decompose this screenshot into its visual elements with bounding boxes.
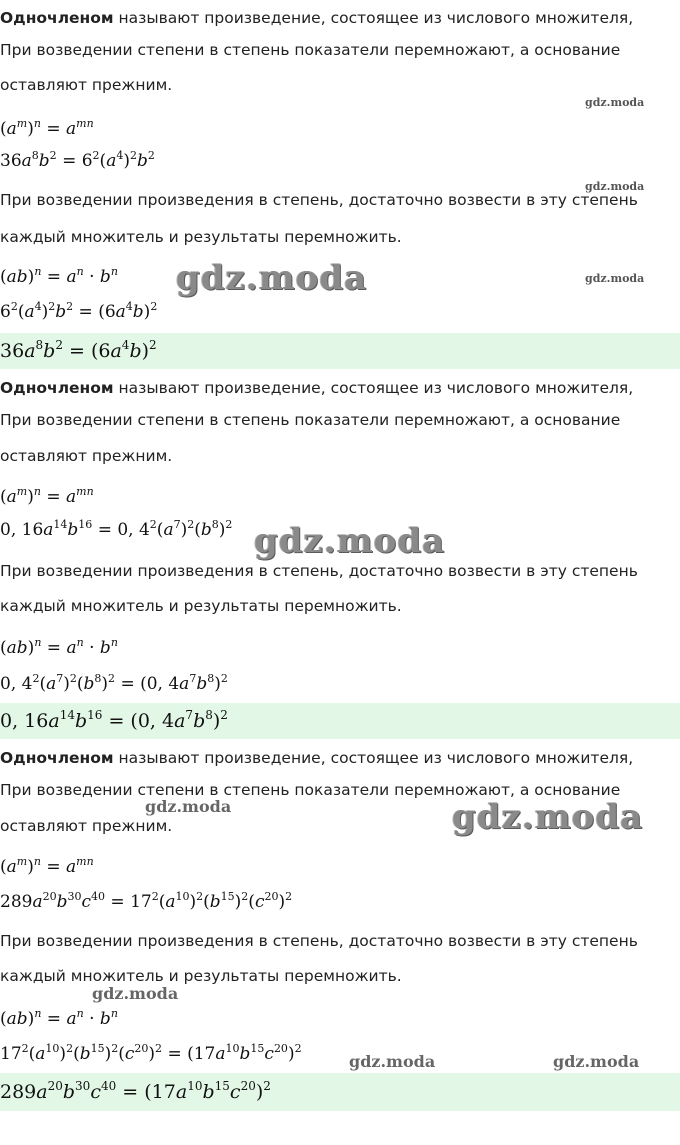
rule-power-line-1: При возведении степени в степень показатели перемножают, а основание	[0, 781, 621, 799]
formula-power-of-power: $(a^m)^n = a^{mn}$	[0, 485, 94, 507]
answer-row: $36a^8b^2 = (6a^4b)^2$	[0, 333, 680, 369]
formula-step-1: $289a^{20}b^{30}c^{40} = 17^2(a^{10})^2(b^{15})^2(c^{20})^2$	[0, 890, 293, 912]
watermark-small: gdz.moda	[585, 272, 645, 285]
formula-step-2: $6^2(a^4)^2b^2 = (6a^4b)^2$	[0, 300, 158, 322]
formula-step-1: $36a^8b^2 = 6^2(a^4)^2b^2$	[0, 149, 155, 171]
rule-power-line-1: При возведении степени в степень показатели перемножают, а основание	[0, 411, 621, 429]
formula-step-1: 0, $16a^{14}b^{16} = 0$, $4^2(a^7)^2(b^8)^2$	[0, 518, 233, 540]
watermark-medium: gdz.moda	[92, 984, 179, 1003]
rule-power-line-2: оставляют прежним.	[0, 447, 173, 465]
definition-text: называют произведение, состоящее из числового множителя,	[113, 9, 634, 27]
definition-line	[0, 378, 633, 398]
definition-text: называют произведение, состоящее из числового множителя,	[113, 379, 634, 397]
watermark-medium: gdz.moda	[145, 797, 232, 816]
rule-product-line-1: При возведении произведения в степень, достаточно возвести в эту степень	[0, 562, 638, 580]
watermark-large: gdz.moda	[452, 797, 644, 837]
formula-power-of-power: $(a^m)^n = a^{mn}$	[0, 855, 94, 877]
rule-power-line-2: оставляют прежним.	[0, 76, 173, 94]
definition-term: Одночленом	[0, 749, 114, 767]
answer-row: $289a^{20}b^{30}c^{40} = (17a^{10}b^{15}c^{20})^2$	[0, 1073, 680, 1111]
answer-row: 0, $16a^{14}b^{16} = (0$, $4a^7b^8)^2$	[0, 703, 680, 739]
watermark-medium: gdz.moda	[553, 1052, 640, 1071]
definition-line	[0, 8, 633, 28]
rule-product-line-2: каждый множитель и результаты перемножить.	[0, 597, 402, 615]
formula-step-2: $17^2(a^{10})^2(b^{15})^2(c^{20})^2 = (17a^{10}b^{15}c^{20})^2$	[0, 1042, 302, 1064]
watermark-medium: gdz.moda	[349, 1052, 436, 1071]
watermark-small: gdz.moda	[585, 180, 645, 193]
rule-product-line-2: каждый множитель и результаты перемножить.	[0, 228, 402, 246]
watermark-small: gdz.moda	[585, 96, 645, 109]
definition-text: называют произведение, состоящее из числового множителя,	[113, 749, 634, 767]
rule-power-line-2: оставляют прежним.	[0, 817, 173, 835]
definition-term: Одночленом	[0, 9, 114, 27]
formula-power-of-product: $(ab)^n = a^n \cdot b^n$	[0, 265, 118, 287]
definition-line	[0, 748, 633, 768]
rule-product-line-2: каждый множитель и результаты перемножить.	[0, 967, 402, 985]
formula-power-of-product: $(ab)^n = a^n \cdot b^n$	[0, 1007, 118, 1029]
formula-power-of-power: $(a^m)^n = a^{mn}$	[0, 117, 94, 139]
formula-step-2: 0, $4^2(a^7)^2(b^8)^2 = (0$, $4a^7b^8)^2$	[0, 672, 228, 694]
rule-power-line-1: При возведении степени в степень показатели перемножают, а основание	[0, 41, 621, 59]
watermark-large: gdz.moda	[254, 521, 446, 561]
rule-product-line-1: При возведении произведения в степень, достаточно возвести в эту степень	[0, 932, 638, 950]
formula-power-of-product: $(ab)^n = a^n \cdot b^n$	[0, 636, 118, 658]
definition-term: Одночленом	[0, 379, 114, 397]
rule-product-line-1: При возведении произведения в степень, достаточно возвести в эту степень	[0, 191, 638, 209]
watermark-large: gdz.moda	[176, 258, 368, 298]
